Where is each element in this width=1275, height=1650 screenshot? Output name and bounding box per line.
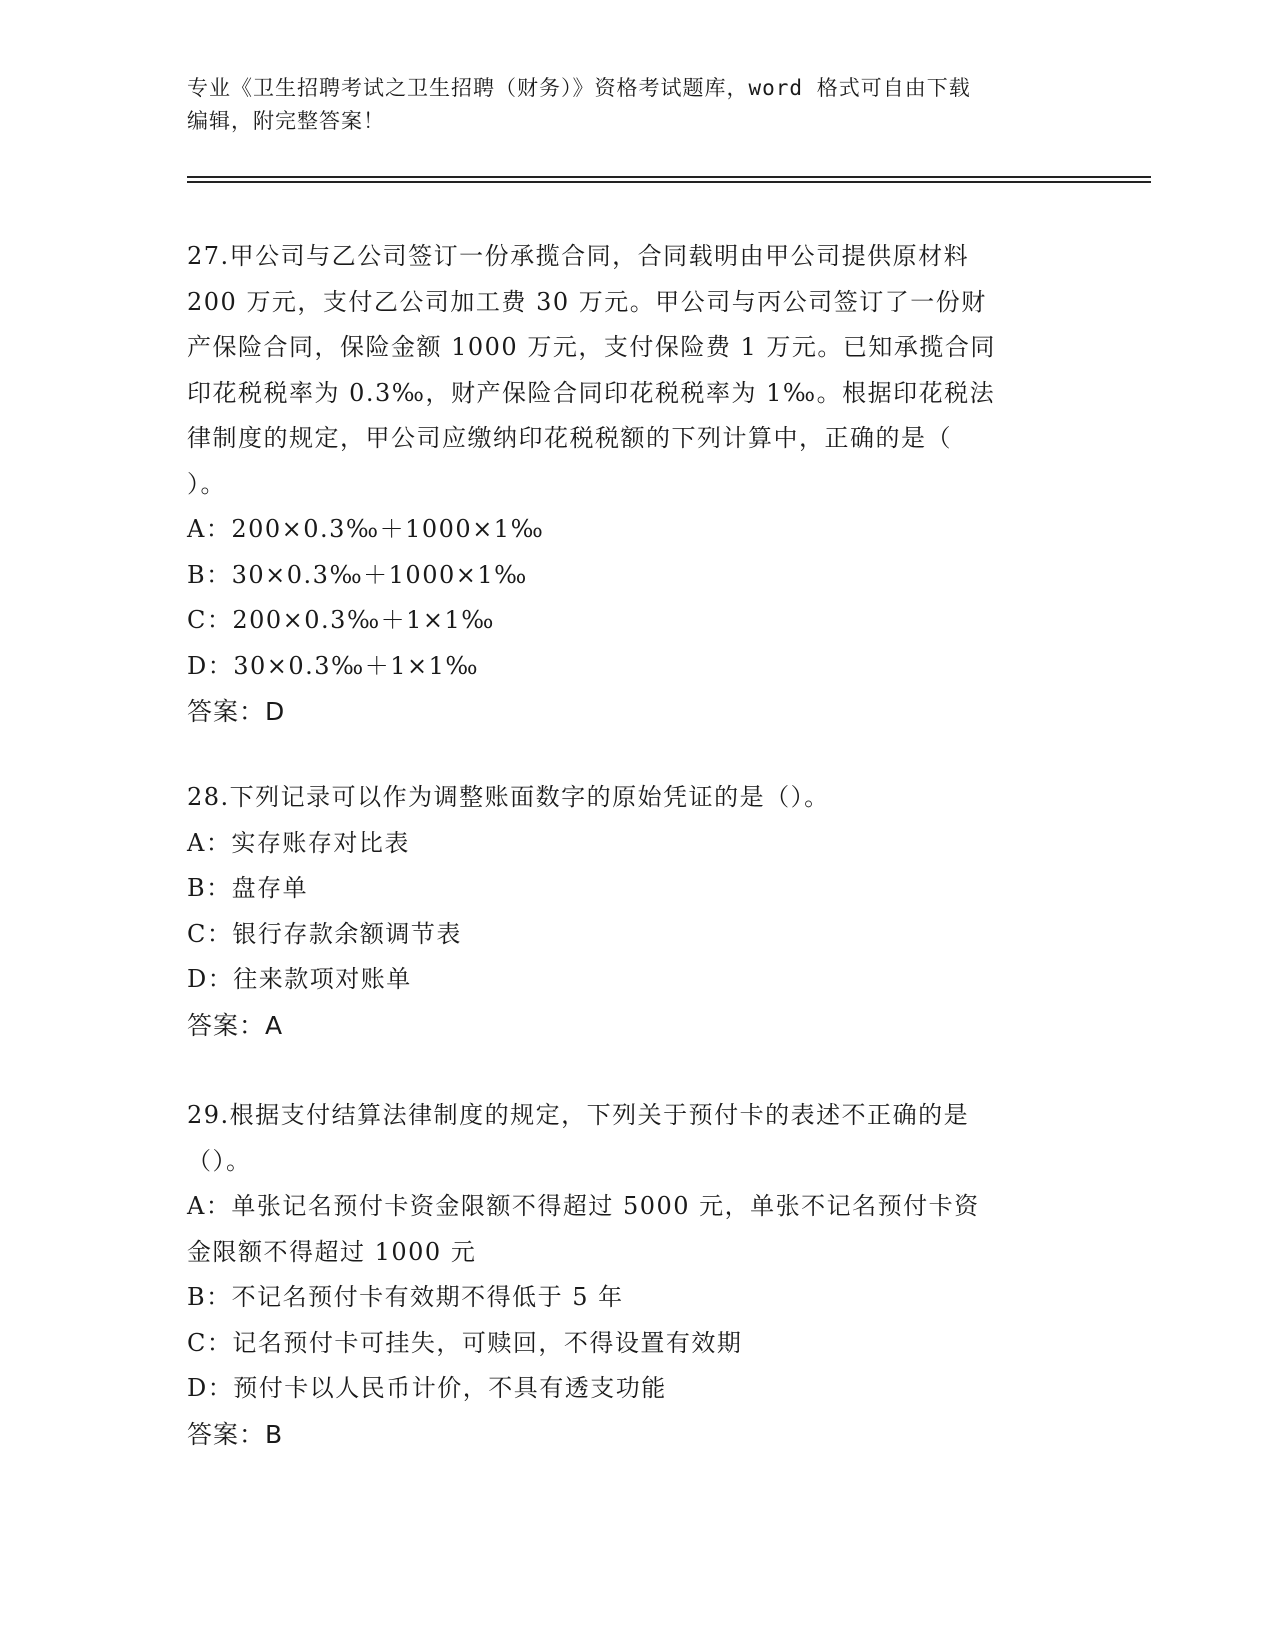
header-divider-bottom [187,181,1151,183]
answer-label: 答案：D [187,697,286,726]
answer-label: 答案：B [187,1419,284,1449]
option-d: D：30×0.3‰＋1×1‰ [187,651,480,680]
option-a: A：单张记名预付卡资金限额不得超过 5000 元，单张不记名预付卡资 [187,1192,980,1220]
question-stem-line: 28.下列记录可以作为调整账面数字的原始凭证的是（）。 [187,783,830,811]
question-stem-line: 200 万元，支付乙公司加工费 30 万元。甲公司与丙公司签订了一份财 [187,287,987,316]
question-stem-line: 产保险合同，保险金额 1000 万元，支付保险费 1 万元。已知承揽合同 [187,333,996,361]
option-c: C：记名预付卡可挂失，可赎回，不得设置有效期 [187,1328,743,1357]
option-b: B：30×0.3‰＋1000×1‰ [187,560,528,589]
question-27 [187,234,1067,735]
option-a: A：实存账存对比表 [187,828,410,857]
option-a: A：200×0.3‰＋1000×1‰ [187,515,545,543]
question-stem-line: （）。 [187,1146,252,1175]
option-a-continued: 金限额不得超过 1000 元 [187,1237,477,1266]
question-stem-line: ）。 [187,469,226,498]
question-stem-line: 29.根据支付结算法律制度的规定，下列关于预付卡的表述不正确的是 [187,1101,970,1129]
header-divider-top [187,176,1151,178]
question-29 [187,1093,1067,1457]
option-c: C：200×0.3‰＋1×1‰ [187,606,496,634]
question-stem-line: 27.甲公司与乙公司签订一份承揽合同，合同载明由甲公司提供原材料 [187,242,970,270]
answer-label: 答案：A [187,1010,284,1040]
question-stem-line: 印花税税率为 0.3‰，财产保险合同印花税税率为 1‰。根据印花税法 [187,378,996,407]
header-line-2: 编辑，附完整答案！ [187,109,385,133]
header-line-1: 专业《卫生招聘考试之卫生招聘（财务）》资格考试题库，word 格式可自由下载 [187,76,971,100]
question-stem-line: 律制度的规定，甲公司应缴纳印花税税额的下列计算中，正确的是（ [187,424,952,452]
option-d: D：往来款项对账单 [187,965,412,993]
option-c: C：银行存款余额调节表 [187,919,462,948]
option-d: D：预付卡以人民币计价，不具有透支功能 [187,1374,667,1402]
page-header [187,72,1067,138]
option-b: B：不记名预付卡有效期不得低于 5 年 [187,1283,624,1311]
option-b: B：盘存单 [187,874,309,902]
question-28 [187,775,1067,1048]
